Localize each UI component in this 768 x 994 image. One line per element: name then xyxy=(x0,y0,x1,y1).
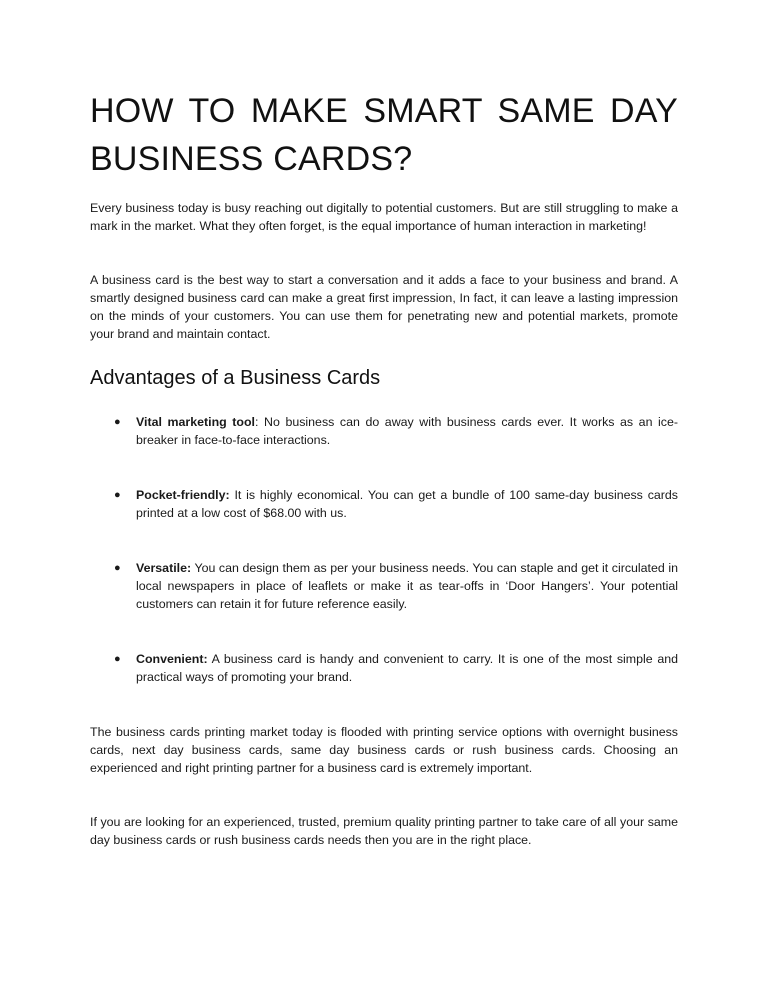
intro-paragraph-2: A business card is the best way to start a conversation and it adds a face to your business and brand. A smartly designed business card can make a great first impression, In fact, it can leave a lasting impression on the minds of your customers. You can use them for penetrating new and potential markets, promote your brand and maintain contact. xyxy=(90,273,678,341)
bullet-icon: ● xyxy=(114,489,121,501)
advantages-list xyxy=(90,413,678,686)
advantage-text: You can design them as per your business needs. You can staple and get it circulated in local newspapers in place of leaflets or make it as tear-offs in ‘Door Hangers’. Your potential customers can retain it for future reference easily. xyxy=(136,561,678,611)
list-item-versatile xyxy=(90,559,678,613)
intro-paragraph-1: Every business today is busy reaching out digitally to potential customers. But are still struggling to make a mark in the market. What they often forget, is the equal importance of human interaction in marketing! xyxy=(90,201,678,233)
bullet-icon: ● xyxy=(114,653,121,665)
advantage-term: Versatile: xyxy=(136,561,192,575)
closing-paragraph-1: The business cards printing market today is flooded with printing service options with overnight business cards, next day business cards, same day business cards or rush business cards. Choosing an experienced and right printing partner for a business card is extremely important. xyxy=(90,725,678,775)
list-item-pocket-friendly xyxy=(90,486,678,522)
advantage-text: A business card is handy and convenient to carry. It is one of the most simple and practical ways of promoting your brand. xyxy=(136,652,678,684)
list-item-convenient xyxy=(90,650,678,686)
bullet-icon: ● xyxy=(114,416,121,428)
advantages-heading: Advantages of a Business Cards xyxy=(90,367,381,389)
advantage-separator: : xyxy=(255,415,259,429)
advantage-term: Convenient: xyxy=(136,652,208,666)
advantage-text: It is highly economical. You can get a bundle of 100 same-day business cards printed at a low cost of $68.00 with us. xyxy=(136,488,678,520)
list-item-vital-marketing-tool xyxy=(90,413,678,449)
document-page xyxy=(90,0,678,849)
closing-paragraph-2: If you are looking for an experienced, trusted, premium quality printing partner to take care of all your same day business cards or rush business cards needs then you are in the right place. xyxy=(90,815,678,847)
advantage-term: Pocket-friendly: xyxy=(136,488,230,502)
page-title: HOW TO MAKE SMART SAME DAY BUSINESS CARDS? xyxy=(90,92,678,178)
bullet-icon: ● xyxy=(114,562,121,574)
advantage-term: Vital marketing tool xyxy=(136,415,256,429)
advantage-text: No business can do away with business cards ever. It works as an ice-breaker in face-to-face interactions. xyxy=(136,415,679,447)
